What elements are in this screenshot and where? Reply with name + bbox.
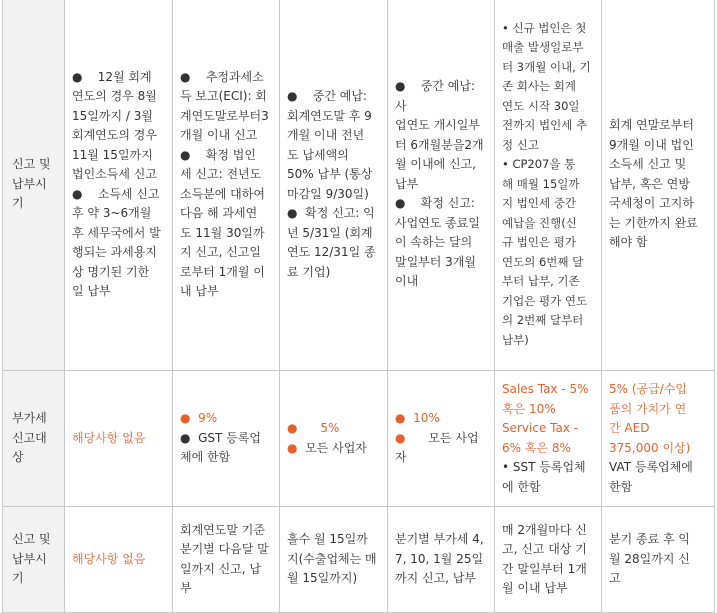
table-cell: 분기 종료 후 익 월 28일까지 신 고 — [602, 507, 715, 613]
vat-note: VAT 등록업체에 한함 — [609, 460, 693, 494]
table-row-filing-period — [3, 0, 715, 371]
bullet-icon: ● — [287, 421, 321, 435]
table-cell: • 신규 법인은 첫 매출 발생일로부 터 3개월 이내, 기 존 회사는 회계 연도 시작 30일 전까지 법인세 추 정 신고 • CP207을 통 해 매월 15일까 지 법인세 중간 예납을 진행(신 규 법인은 평가 연도의 6번째 달 부터 납부, 기존 기업은 평가 연도 의 2번째 달부터 납부) — [495, 0, 602, 371]
vat-rate: 5% — [320, 421, 340, 435]
table-cell: 홀수 월 15일까 지(수출업체는 매 월 15일까지) — [280, 507, 388, 613]
table-cell — [173, 371, 280, 507]
vat-rate: 9% — [198, 411, 218, 426]
bullet-icon: ● — [395, 411, 414, 426]
table-cell: 해당사항 없음 — [65, 371, 173, 507]
table-cell: 회계연도말 기준 분기별 다음달 말 일까지 신고, 납 부 — [173, 507, 280, 613]
table-cell: 분기별 부가세 4, 7, 10, 1월 25일 까지 신고, 납부 — [388, 507, 495, 613]
vat-rate: 10% — [413, 411, 440, 426]
vat-rate: Sales Tax - 5% 혹은 10% Service Tax - 6% 혹은 8% — [502, 382, 589, 455]
table-cell: ● 12월 회계 연도의 경우 8월 15일까지 / 3월 회계연도의 경우 11월 15일까지 법인소득세 신고 ● 소득세 신고 후 약 3~6개월 후 세무국에서 발 행되는 과세용지 상 명기된 기한 일 납부 — [65, 0, 173, 371]
table-cell: 회계 연말로부터 9개월 이내 법인 소득세 신고 및 납부, 혹은 연방 국세청이 고지하 는 기한까지 완료 해야 함 — [602, 0, 715, 371]
table-cell: 매 2개월마다 신 고, 신고 대상 기 간 말일부터 1개 월 이내 납부 — [495, 507, 602, 613]
bullet-icon: ● — [287, 440, 306, 455]
row-header-vat: 부가세 신고대 상 — [3, 371, 65, 507]
vat-note: 모든 사업 자 — [395, 430, 479, 465]
vat-rate: 5% (공급/수입 품의 가치가 연 간 AED 375,000 이상) — [609, 382, 691, 455]
vat-note: 모든 사업자 — [305, 440, 367, 455]
table-row-vat-filing — [3, 507, 715, 613]
table-cell: 해당사항 없음 — [65, 507, 173, 613]
vat-note: ● GST 등록업 체에 한함 — [180, 430, 261, 465]
row-header-filing: 신고 및 납부시 기 — [3, 0, 65, 371]
table-cell — [495, 371, 602, 507]
table-cell — [388, 371, 495, 507]
table-cell: ● 중간 예납: 사 업연도 개시일부 터 6개월분을2개 월 이내에 신고, 납부 ● 확정 신고: 사업연도 종료일 이 속하는 달의 말일부터 3개월 이내 — [388, 0, 495, 371]
tax-comparison-table — [2, 0, 715, 613]
table-cell — [280, 371, 388, 507]
table-cell: ● 중간 예납: 회계연도말 후 9 개월 이내 전년 도 납세액의 50% 납부 (통상 마감일 9/30일) ● 확정 신고: 익 년 5/31일 (회계 연도 12/31일 종 료 기업) — [280, 0, 388, 371]
row-header-vat-filing: 신고 및 납부시 기 — [3, 507, 65, 613]
vat-note: • SST 등록업체 에 한함 — [502, 460, 586, 494]
bullet-icon: ● — [395, 430, 429, 445]
table-cell: ● 추정과세소 득 보고(ECI): 회 계연도말로부터3 개월 이내 신고 ● 확정 법인 세 신고: 전년도 소득분에 대하여 다음 해 과세연 도 11월 30일까 지 신고, 신고일 로부터 1개월 이 내 납부 — [173, 0, 280, 371]
bullet-icon: ● — [180, 411, 199, 426]
table-cell — [602, 371, 715, 507]
table-row-vat-target — [3, 371, 715, 507]
